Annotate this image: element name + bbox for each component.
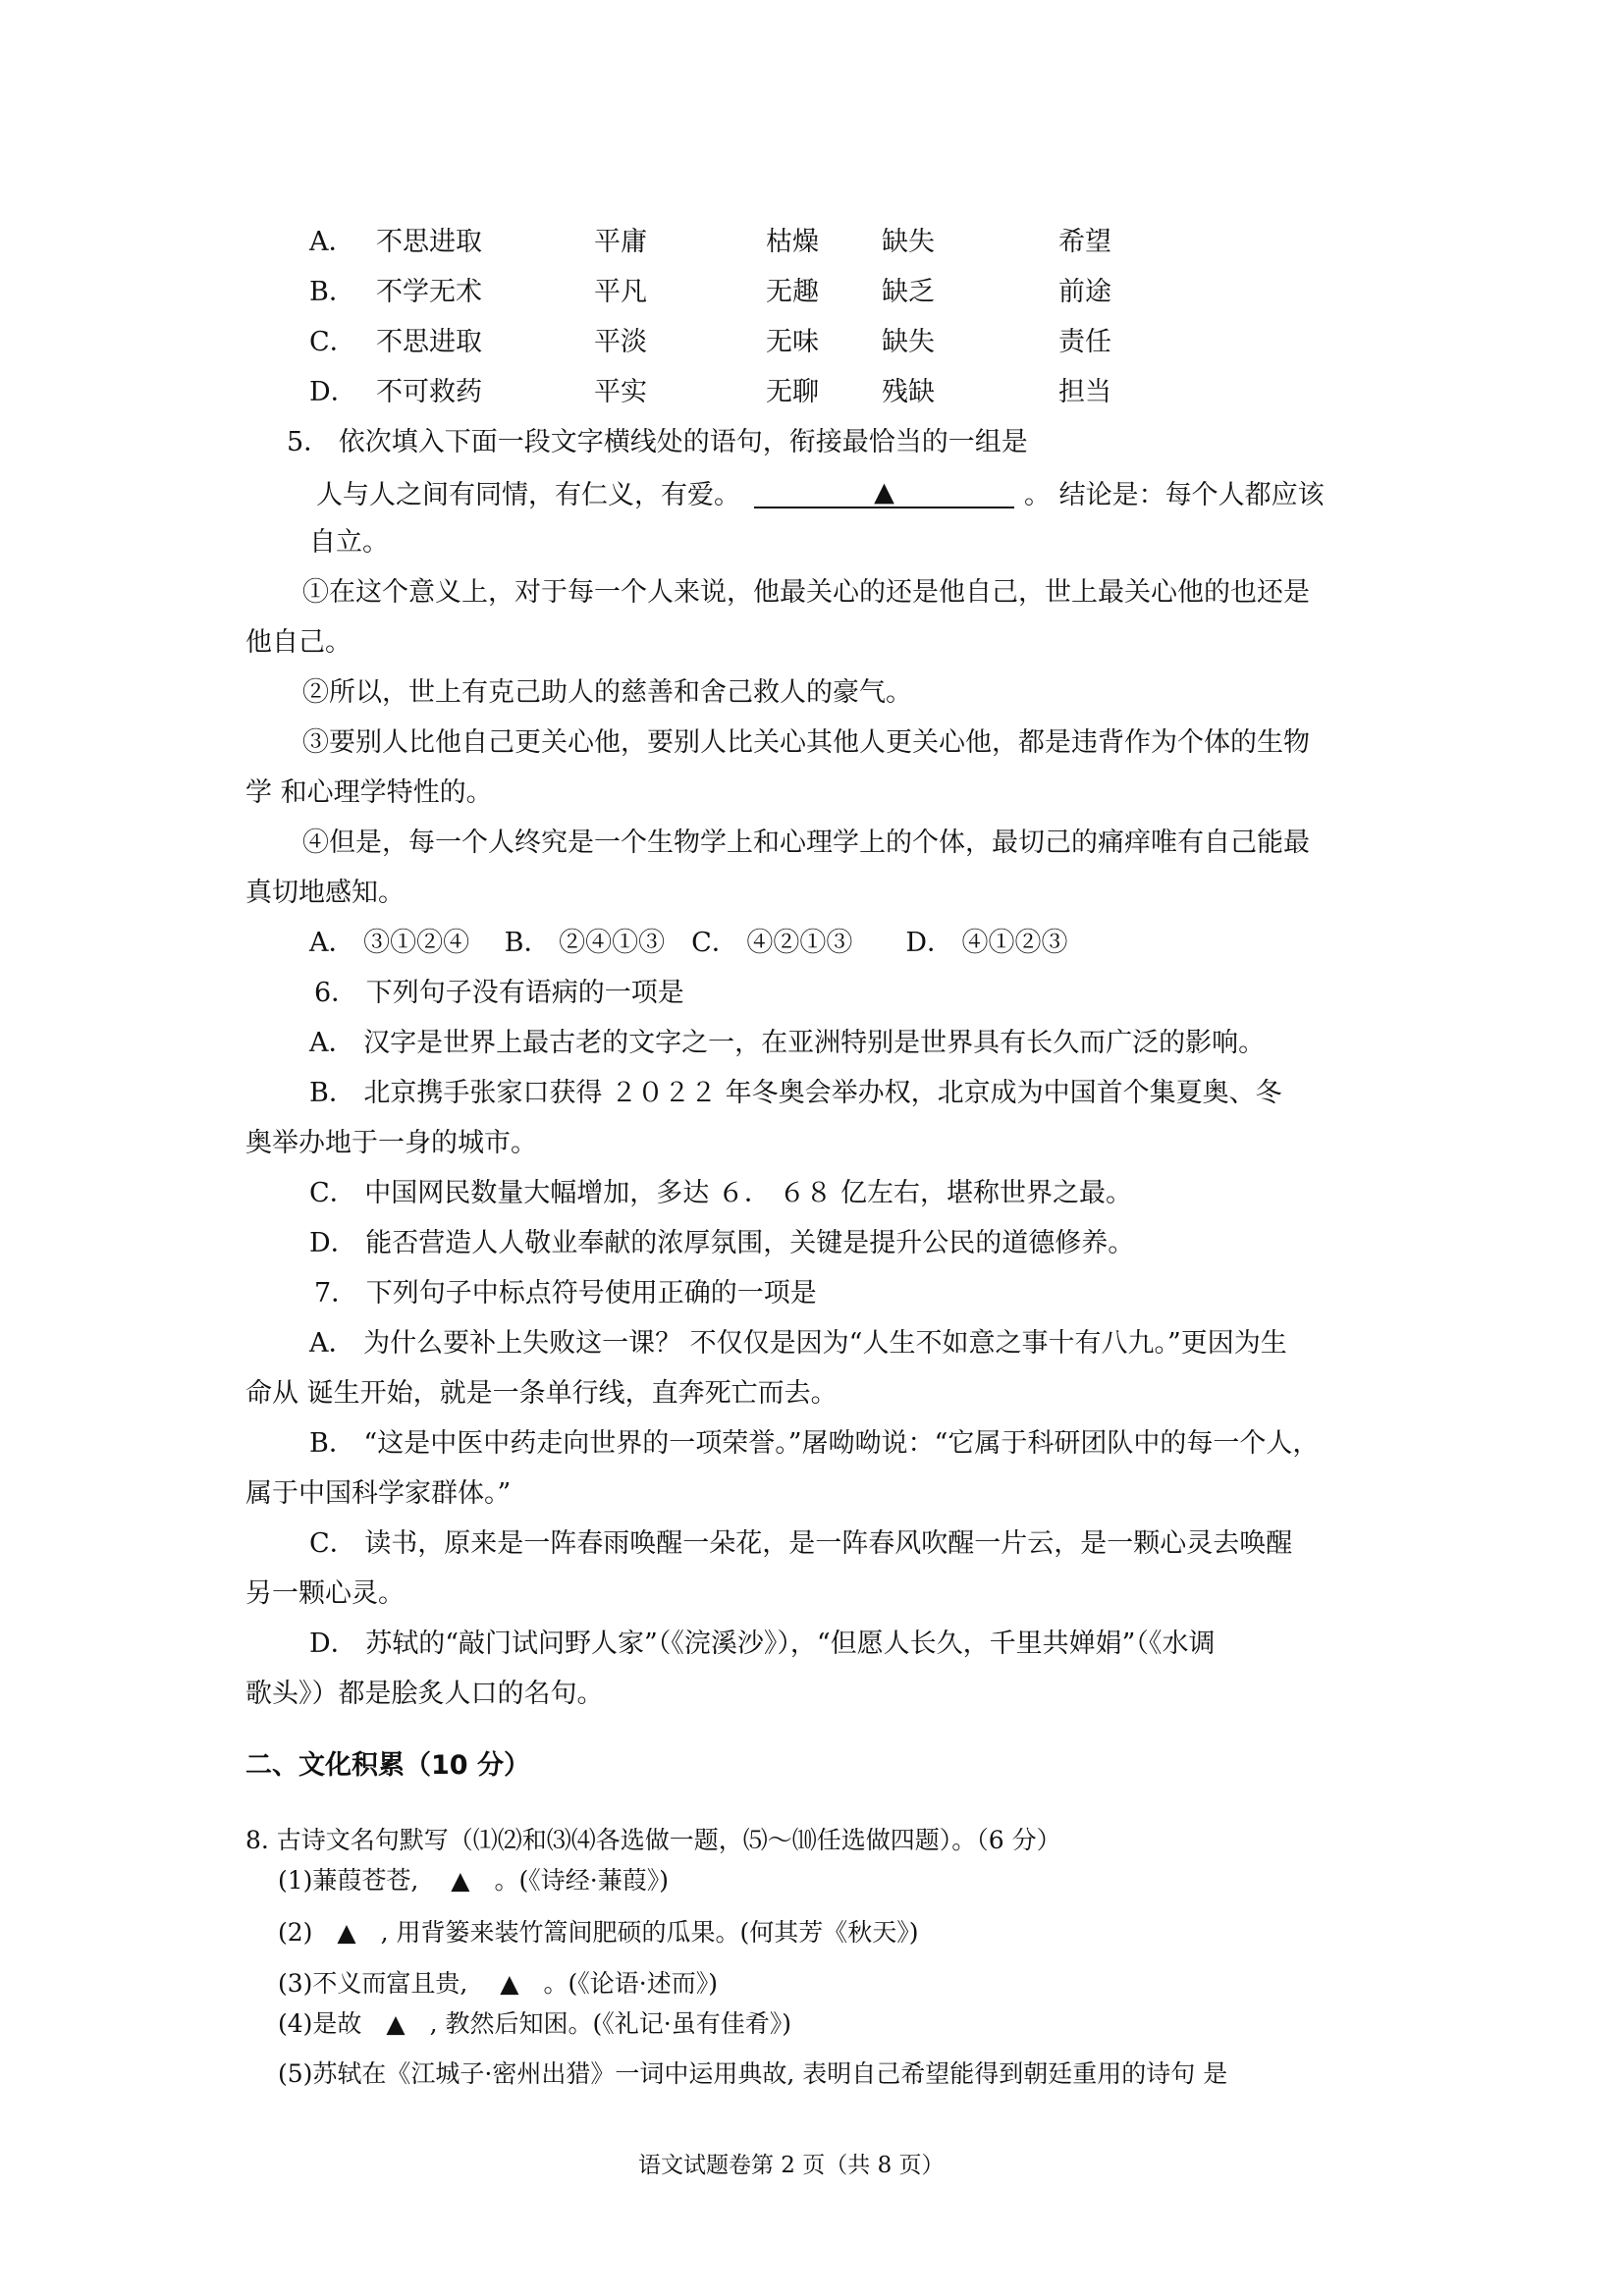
q7-option-a-line2: 命从 诞生开始，就是一条单行线，直奔死亡而去。 [245,1378,838,1409]
q4-option-b-word-3: 无趣 [766,277,819,307]
q8-item-2: (2) ▲ , 用背篓来装竹篙间肥硕的瓜果。(何其芳《秋天》) [278,1918,919,1947]
q4-option-a-word-4: 缺失 [882,227,935,257]
q7-option-d-line2: 歌头》）都是脍炙人口的名句。 [245,1679,604,1709]
q5-sentence-1b: 他自己。 [245,627,352,658]
q4-option-a-word-5: 希望 [1058,227,1111,257]
q7-option-c-line2: 另一颗心灵。 [245,1578,405,1609]
q5-stem: 5． 依次填入下面一段文字横线处的语句，衔接最恰当的一组是 [287,427,1028,457]
q5-sentence-2: ②所以，世上有克己助人的慈善和舍己救人的豪气。 [302,677,912,708]
q8-item-3: (3)不义而富且贵, ▲ 。(《论语·述而》) [278,1969,718,1998]
q6-option-b-line1: B． 北京携手张家口获得 ２０２２ 年冬奥会举办权，北京成为中国首个集夏奥、冬 [309,1078,1282,1108]
q6-option-a: A． 汉字是世界上最古老的文字之一，在亚洲特别是世界具有长久而广泛的影响。 [309,1028,1266,1058]
q4-option-c-label: C． [309,327,356,357]
q4-option-c-word-3: 无味 [766,327,819,357]
q4-option-b-word-5: 前途 [1058,277,1111,307]
q8-item-1: (1)蒹葭苍苍, ▲ 。(《诗经·蒹葭》) [278,1866,669,1895]
q4-option-a-word-3: 枯燥 [766,227,819,257]
q4-option-a-word-1: 不思进取 [376,227,482,257]
q4-option-d-word-3: 无聊 [766,377,819,407]
q6-option-b-line2: 奥举办地于一身的城市。 [245,1128,537,1158]
q5-sentence-1a: ①在这个意义上，对于每一个人来说，他最关心的还是他自己，世上最关心他的也还是 [302,577,1310,608]
q5-passage-cont: 自立。 [309,527,389,558]
page-footer: 语文试题卷第 2 页（共 8 页） [638,2153,945,2178]
q5-sentence-3b: 学 和心理学特性的。 [245,777,493,808]
q8-item-4: (4)是故 ▲ , 教然后知困。(《礼记·虽有佳肴》) [278,2009,791,2038]
q7-option-b-line1: B． “这是中医中药走向世界的一项荣誉。”屠呦呦说：“它属于科研团队中的每一个人， [309,1428,1320,1459]
q5-passage-post: 。 结论是：每个人都应该 [1024,480,1325,510]
q5-answer-blank [754,479,1014,508]
q4-option-d-word-5: 担当 [1058,377,1111,407]
q4-option-a-label: A． [309,227,355,257]
q4-option-d-word-2: 平实 [594,377,647,407]
q7-option-a-line1: A． 为什么要补上失败这一课？ 不仅仅是因为“人生不如意之事十有八九。”更因为生 [309,1328,1287,1359]
q6-option-d: D． 能否营造人人敬业奉献的浓厚氛围，关键是提升公民的道德修养。 [309,1228,1135,1258]
q5-sentence-4b: 真切地感知。 [245,878,405,908]
q5-sentence-3a: ③要别人比他自己更关心他，要别人比关心其他人更关心他，都是违背作为个体的生物 [302,727,1310,758]
q4-option-b-word-4: 缺乏 [882,277,935,307]
q5-passage-pre: 人与人之间有同情，有仁义，有爱。 [316,480,740,510]
q4-option-a-word-2: 平庸 [594,227,647,257]
q8-stem: 8. 古诗文名句默写（⑴⑵和⑶⑷各选做一题，⑸～⑽任选做四题）。（6 分） [245,1826,1061,1854]
q4-option-b-label: B． [309,277,355,307]
q8-item-5: (5)苏轼在《江城子·密州出猎》一词中运用典故, 表明自己希望能得到朝廷重用的诗句 是 [278,2059,1228,2088]
q4-option-c-word-5: 责任 [1058,327,1111,357]
q4-option-c-word-4: 缺失 [882,327,935,357]
q4-option-b-word-2: 平凡 [594,277,647,307]
q4-option-c-word-1: 不思进取 [376,327,482,357]
q5-sentence-4a: ④但是，每一个人终究是一个生物学上和心理学上的个体，最切己的痛痒唯有自己能最 [302,828,1310,858]
q7-option-c-line1: C． 读书，原来是一阵春雨唤醒一朵花，是一阵春风吹醒一片云，是一颗心灵去唤醒 [309,1528,1293,1559]
q5-options: A． ③①②④ B． ②④①③ C． ④②①③ D． ④①②③ [309,928,1068,958]
q4-option-c-word-2: 平淡 [594,327,647,357]
q7-option-d-line1: D． 苏轼的“敲门试问野人家”（《浣溪沙》），“但愿人长久，千里共婵娟”（《水调 [309,1629,1216,1659]
q4-option-d-word-4: 残缺 [882,377,935,407]
q5-blank-mark: ▲ [874,477,894,507]
q4-option-d-word-1: 不可救药 [376,377,482,407]
q6-stem: 6． 下列句子没有语病的一项是 [314,978,684,1008]
q5-passage-line [316,479,1325,508]
q7-option-b-line2: 属于中国科学家群体。” [245,1478,512,1509]
q4-option-b-word-1: 不学无术 [376,277,482,307]
q7-stem: 7． 下列句子中标点符号使用正确的一项是 [314,1278,817,1308]
q4-option-d-label: D． [309,377,357,407]
q6-option-c: C． 中国网民数量大幅增加，多达 ６． ６８ 亿左右，堪称世界之最。 [309,1178,1132,1208]
section-2-title: 二、文化积累（10 分） [245,1750,530,1781]
